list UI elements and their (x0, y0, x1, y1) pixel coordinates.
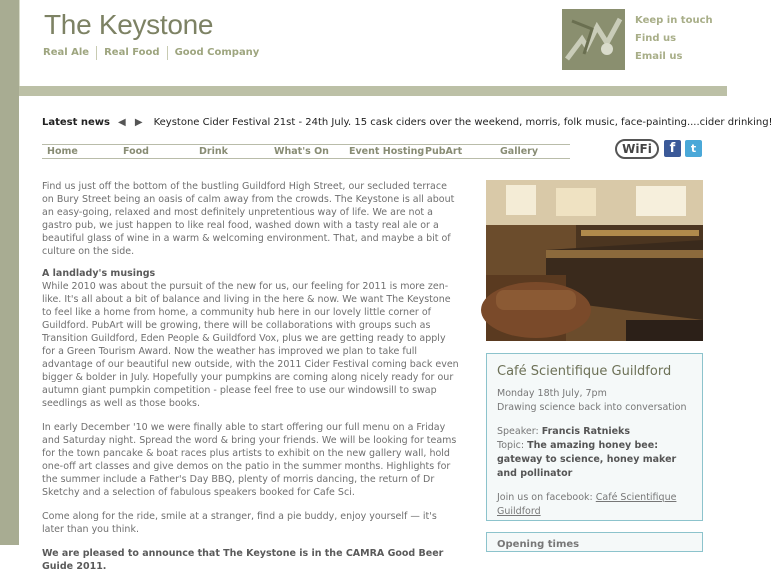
join-text: Join us on facebook: (497, 492, 593, 503)
musings-heading: A landlady's musings (42, 268, 156, 279)
email-us-link[interactable]: Email us (635, 51, 683, 62)
keep-in-touch-link[interactable]: Keep in touch (635, 15, 713, 26)
pub-interior-photo (486, 180, 703, 341)
site-header (19, 0, 727, 86)
musings-text: While 2010 was about the pursuit of the new for us, our feeling for 2011 is more zen-like. It's all about a bit of balance and living in the here & now. We want The Keystone to feel like a home from home, a community hub here in our lovely little corner of Guildford. PubArt will be growing, there will be collaborations with groups such as Transition Guildford, Eden People & Guildford Vox, plus we are getting ready to apply for a Green Tourism Award. Now the weather has improved we plan to take full advantage of our beautiful new outside, with the 2011 Cider Festival coming back even bigger & bolder in July. Hopefully your pumpkins are coming along nicely ready for our autumn giant pumpkin competition - please feel free to use our windowsill to swap seedlings as well as those books. (42, 281, 459, 409)
nav-event-hosting[interactable]: Event Hosting (349, 146, 425, 157)
twitter-icon[interactable]: t (685, 140, 702, 157)
topic-text: The amazing honey bee: gateway to science, honey maker and pollinator (497, 440, 677, 479)
nav-drink[interactable]: Drink (199, 146, 228, 157)
event-join (497, 491, 692, 519)
nav-home[interactable]: Home (47, 146, 78, 157)
main-content (42, 180, 460, 584)
camra-text: We are pleased to announce that The Keystone is in the CAMRA Good Beer Guide 2011. (42, 548, 444, 572)
opening-times-card: Opening times (486, 532, 703, 552)
news-arrows[interactable]: ◀ ▶ (118, 117, 146, 128)
site-logo[interactable]: The Keystone (44, 9, 214, 40)
tagline-item: Real Ale (43, 47, 90, 58)
left-decor-bar (0, 0, 19, 545)
contact-links (635, 12, 713, 66)
find-us-link[interactable]: Find us (635, 33, 677, 44)
nav-pubart[interactable]: PubArt (425, 146, 463, 157)
facebook-icon[interactable]: f (664, 140, 681, 157)
news-label: Latest news (42, 117, 110, 128)
tagline-item: Real Food (96, 46, 166, 60)
speaker-name: Francis Ratnieks (541, 426, 631, 437)
event-title: Café Scientifique Guildford (497, 364, 672, 379)
intro-text: Find us just off the bottom of the bustling Guildford High Street, our secluded terrace on Bury Street being an oasis of calm away from the crowds. The Keystone is all about an easy-going, relaxed and most definitely unpretentious way of life. We are not a gastro pub, we just happen to like real food, washed down with a tasty real ale or a beautiful glass of wine in a warm & welcoming environment. That, and maybe a bit of culture on the side. (42, 181, 455, 257)
tagline-item: Good Company (167, 46, 267, 60)
come-along-text: Come along for the ride, smile at a stranger, find a pie buddy, enjoy yourself — it's later than you think. (42, 511, 437, 535)
wifi-icon: WiFi (615, 139, 659, 159)
speaker-label: Speaker: (497, 426, 539, 437)
december-text: In early December '10 we were finally able to start offering our full menu on a Friday and Saturday night. Spread the word & bring your friends. We will be looking for teams for the town pancake & boat races plus artists to exhibit on the new gallery wall, hold one-off art classes and give demos on the patio in the summer months. Highlights for the summer include a Father's Day BBQ, plenty of morris dancing, the return of Dr Sketchy and a selection of fabulous speakers booked for Cafe Sci. (42, 422, 457, 498)
topic-label: Topic: (497, 440, 525, 451)
event-body (497, 387, 692, 519)
event-desc: Drawing science back into conversation (497, 402, 687, 413)
event-speaker (497, 425, 692, 439)
nav-food[interactable]: Food (123, 146, 149, 157)
nav-whats-on[interactable]: What's On (274, 146, 329, 157)
facebook-group-link[interactable]: Café Scientifique Guildford (497, 492, 677, 517)
latest-news (42, 117, 773, 128)
event-date: Monday 18th July, 7pm (497, 388, 607, 399)
news-ticker[interactable]: Keystone Cider Festival 21st - 24th July. 15 cask ciders over the weekend, morris, folk music, face-painting....cider drinking! (153, 117, 773, 128)
header-band (19, 86, 727, 96)
main-nav (42, 144, 570, 159)
event-card (486, 353, 703, 521)
header-photo (562, 9, 625, 70)
nav-gallery[interactable]: Gallery (500, 146, 539, 157)
tagline (43, 46, 266, 60)
event-topic (497, 439, 692, 481)
